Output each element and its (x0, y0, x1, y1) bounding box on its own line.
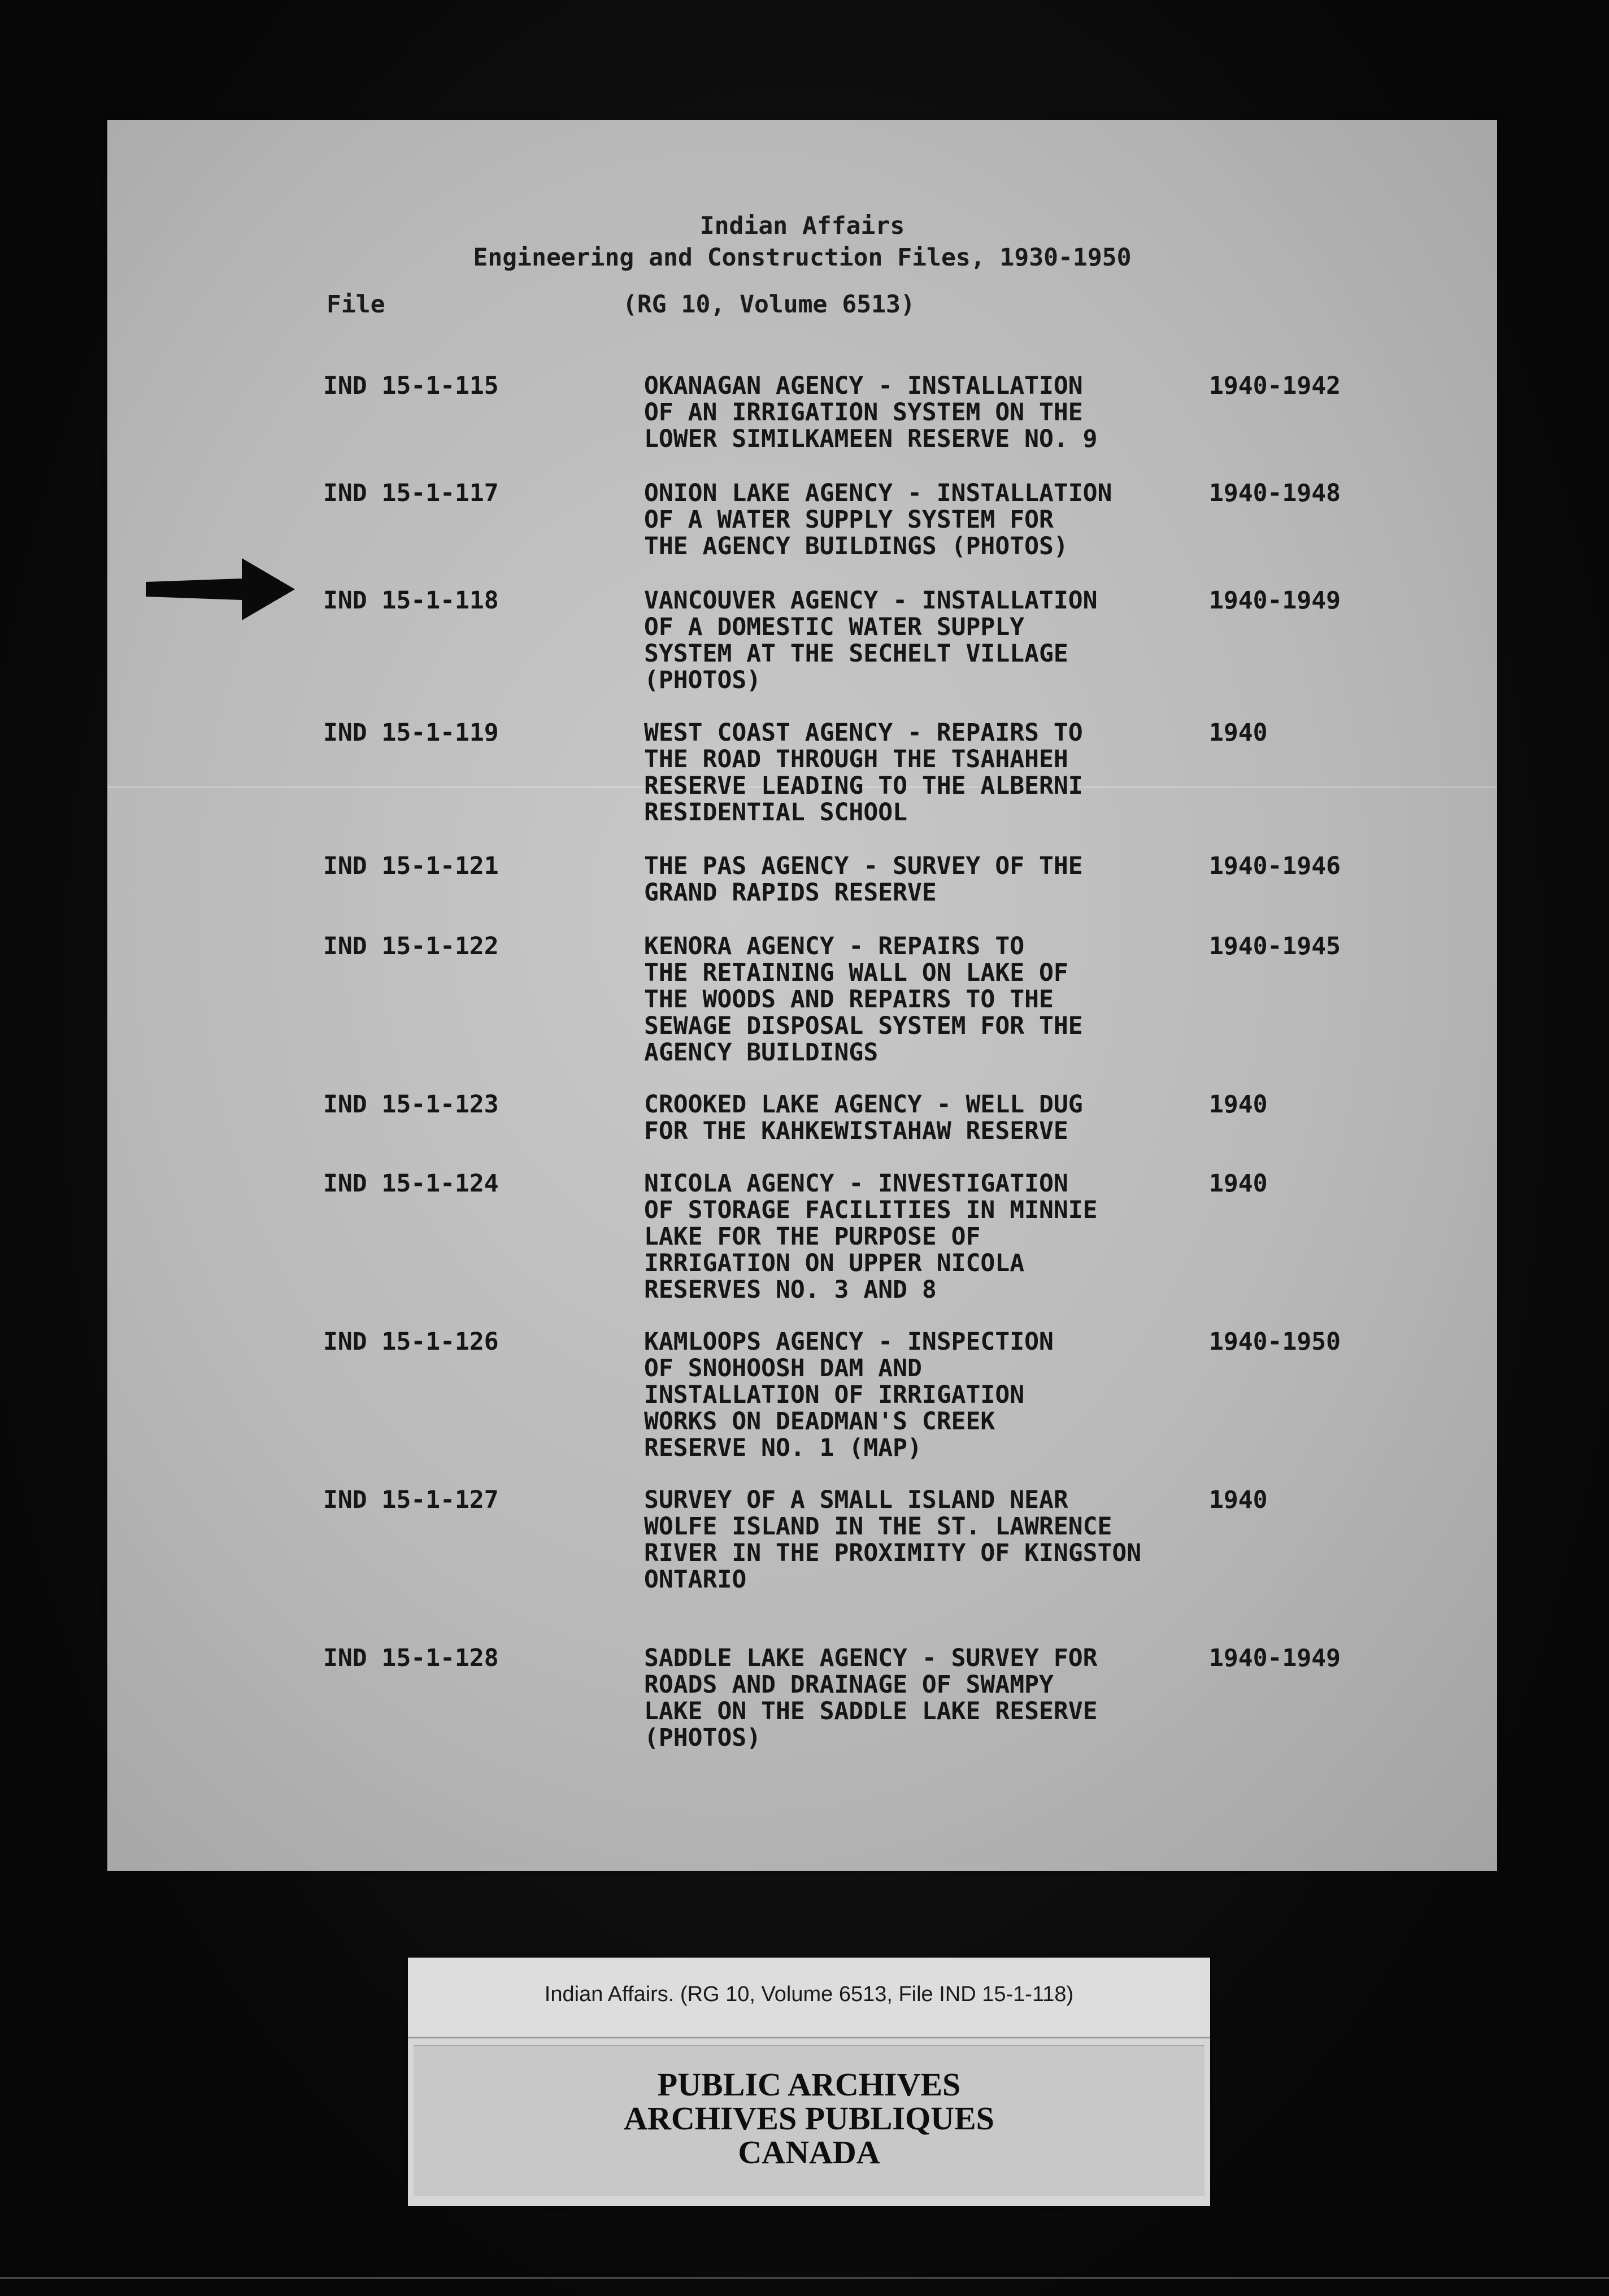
description-line: GRAND RAPIDS RESERVE (644, 879, 937, 907)
description-line: (PHOTOS) (644, 666, 762, 694)
file-dates: 1940 (1209, 719, 1268, 747)
description-line: RESERVE NO. 1 (MAP) (644, 1434, 922, 1462)
stamp-line-2: ARCHIVES PUBLIQUES (624, 2100, 994, 2137)
header-subtitle: Engineering and Construction Files, 1930-1950 (473, 243, 1132, 272)
description-line: INSTALLATION OF IRRIGATION (644, 1381, 1025, 1409)
description-line: OF SNOHOOSH DAM AND (644, 1354, 922, 1382)
document-page (107, 120, 1497, 1871)
citation-text: Indian Affairs. (RG 10, Volume 6513, File IND 15-1-118) (544, 1982, 1074, 2006)
file-description (644, 853, 1209, 906)
file-description (644, 1645, 1209, 1751)
file-description (644, 1171, 1209, 1303)
description-line: (PHOTOS) (644, 1724, 762, 1752)
archive-label-card (408, 1958, 1210, 2206)
file-description (644, 933, 1209, 1066)
description-line: OF A WATER SUPPLY SYSTEM FOR (644, 506, 1054, 534)
file-number: IND 15-1-126 (323, 1328, 499, 1356)
description-line: WEST COAST AGENCY - REPAIRS TO (644, 719, 1083, 747)
file-description (644, 1329, 1209, 1462)
file-number: IND 15-1-128 (323, 1644, 499, 1672)
file-dates: 1940-1942 (1209, 372, 1341, 400)
description-line: FOR THE KAHKEWISTAHAW RESERVE (644, 1117, 1068, 1145)
description-line: ONTARIO (644, 1566, 747, 1594)
file-dates: 1940-1949 (1209, 1644, 1341, 1672)
file-number: IND 15-1-117 (323, 479, 499, 507)
description-line: LOWER SIMILKAMEEN RESERVE NO. 9 (644, 425, 1098, 453)
stamp-line-3: CANADA (738, 2134, 880, 2171)
file-dates: 1940 (1209, 1169, 1268, 1198)
right-arrow-icon (146, 558, 295, 620)
file-number: IND 15-1-123 (323, 1090, 499, 1119)
file-dates: 1940-1949 (1209, 586, 1341, 615)
description-line: THE RETAINING WALL ON LAKE OF (644, 959, 1068, 987)
description-line: WORKS ON DEADMAN'S CREEK (644, 1407, 995, 1436)
file-description (644, 480, 1209, 560)
description-line: LAKE FOR THE PURPOSE OF (644, 1223, 981, 1251)
file-dates: 1940-1950 (1209, 1328, 1341, 1356)
file-description (644, 1092, 1209, 1145)
file-dates: 1940-1948 (1209, 479, 1341, 507)
description-line: SADDLE LAKE AGENCY - SURVEY FOR (644, 1644, 1098, 1672)
archive-stamp (414, 2045, 1204, 2196)
file-number: IND 15-1-127 (323, 1486, 499, 1514)
description-line: THE WOODS AND REPAIRS TO THE (644, 985, 1054, 1014)
description-line: SURVEY OF A SMALL ISLAND NEAR (644, 1486, 1068, 1514)
description-line: KAMLOOPS AGENCY - INSPECTION (644, 1328, 1054, 1356)
description-line: ROADS AND DRAINAGE OF SWAMPY (644, 1671, 1054, 1699)
description-line: WOLFE ISLAND IN THE ST. LAWRENCE (644, 1512, 1112, 1541)
description-line: THE ROAD THROUGH THE TSAHAHEH (644, 745, 1068, 773)
description-line: KENORA AGENCY - REPAIRS TO (644, 932, 1025, 960)
file-number: IND 15-1-115 (323, 372, 499, 400)
description-line: OF A DOMESTIC WATER SUPPLY (644, 613, 1025, 641)
description-line: OF AN IRRIGATION SYSTEM ON THE (644, 398, 1083, 427)
file-description (644, 1487, 1209, 1593)
file-number: IND 15-1-119 (323, 719, 499, 747)
description-line: VANCOUVER AGENCY - INSTALLATION (644, 586, 1098, 615)
file-dates: 1940 (1209, 1486, 1268, 1514)
archive-stamp-text (414, 2068, 1204, 2169)
description-line: NICOLA AGENCY - INVESTIGATION (644, 1169, 1068, 1198)
description-line: THE AGENCY BUILDINGS (PHOTOS) (644, 532, 1068, 560)
document-header (107, 210, 1497, 273)
description-line: IRRIGATION ON UPPER NICOLA (644, 1249, 1025, 1277)
description-line: RESERVE LEADING TO THE ALBERNI (644, 772, 1083, 800)
file-dates: 1940-1945 (1209, 932, 1341, 960)
description-line: OF STORAGE FACILITIES IN MINNIE (644, 1196, 1098, 1224)
file-description (644, 588, 1209, 694)
header-title: Indian Affairs (699, 212, 905, 240)
file-column-label: File (327, 290, 385, 319)
description-line: RESERVES NO. 3 AND 8 (644, 1276, 937, 1304)
frame-bottom-edge (0, 2277, 1609, 2279)
file-number: IND 15-1-124 (323, 1169, 499, 1198)
description-line: LAKE ON THE SADDLE LAKE RESERVE (644, 1697, 1098, 1725)
file-number: IND 15-1-118 (323, 586, 499, 615)
file-description (644, 720, 1209, 826)
description-line: RESIDENTIAL SCHOOL (644, 798, 907, 827)
description-line: AGENCY BUILDINGS (644, 1038, 879, 1067)
description-line: OKANAGAN AGENCY - INSTALLATION (644, 372, 1083, 400)
file-description (644, 373, 1209, 453)
stamp-line-1: PUBLIC ARCHIVES (657, 2066, 961, 2103)
file-dates: 1940 (1209, 1090, 1268, 1119)
description-line: SEWAGE DISPOSAL SYSTEM FOR THE (644, 1012, 1083, 1040)
description-line: SYSTEM AT THE SECHELT VILLAGE (644, 640, 1068, 668)
file-number: IND 15-1-122 (323, 932, 499, 960)
description-line: RIVER IN THE PROXIMITY OF KINGSTON (644, 1539, 1142, 1567)
file-dates: 1940-1946 (1209, 852, 1341, 880)
description-line: ONION LAKE AGENCY - INSTALLATION (644, 479, 1112, 507)
description-line: THE PAS AGENCY - SURVEY OF THE (644, 852, 1083, 880)
description-line: CROOKED LAKE AGENCY - WELL DUG (644, 1090, 1083, 1119)
volume-label: (RG 10, Volume 6513) (623, 290, 915, 319)
citation-strip (408, 1958, 1210, 2038)
file-number: IND 15-1-121 (323, 852, 499, 880)
